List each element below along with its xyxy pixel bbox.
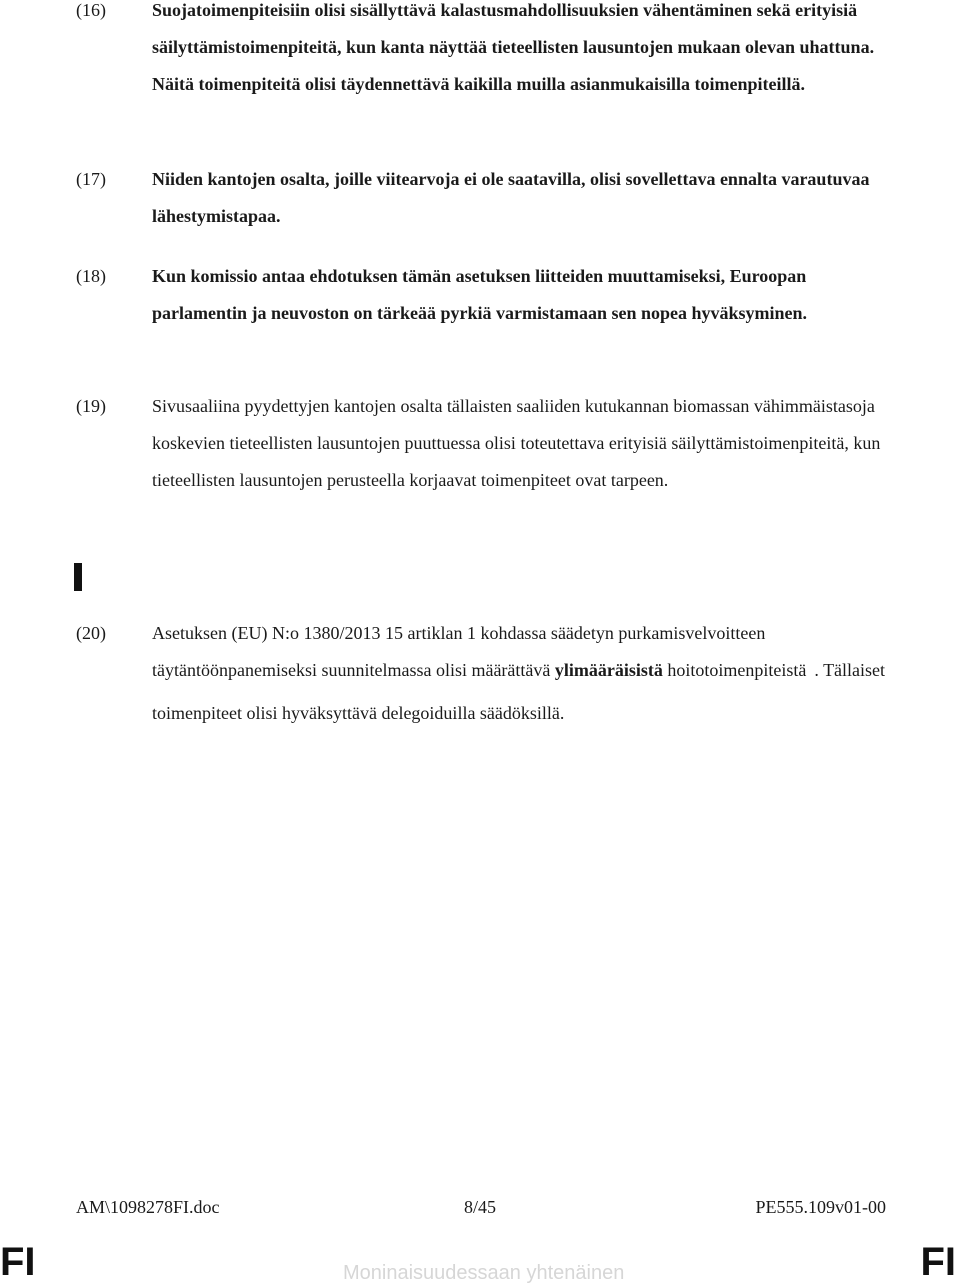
recital-text-part: . Tällaiset toimenpiteet olisi hyväksyttävä delegoiduilla säädöksillä.	[152, 660, 886, 723]
recital-text: Suojatoimenpiteisiin olisi sisällyttävä kalastusmahdollisuuksien vähentäminen sekä erityisiä säilyttämistoimenpiteitä, kun kanta näyttää tieteellisten lausuntojen mukaan olevan uhattuna. Näitä toimenpiteitä olisi täydennettävä kaikilla muilla asianmukaisilla toimenpiteillä.	[152, 0, 875, 94]
recital-18	[76, 258, 896, 332]
recital-number: (20)	[76, 623, 106, 643]
recital-19	[76, 388, 896, 499]
recital-text	[152, 615, 896, 732]
document-reference: AM\1098278FI.doc	[76, 1197, 220, 1217]
recital-16	[76, 0, 896, 103]
recital-number: (17)	[76, 169, 106, 189]
page-number: 8/45	[464, 1197, 497, 1217]
motto-watermark: Moninaisuudessaan yhtenäinen	[343, 1262, 625, 1284]
recital-number: (18)	[76, 266, 106, 286]
language-code-right: FI	[920, 1240, 956, 1284]
recital-text: Niiden kantojen osalta, joille viitearvoja ei ole saatavilla, olisi sovellettava ennalta varautuvaa lähestymistapaa.	[152, 169, 870, 226]
recital-17	[76, 161, 896, 235]
pe-reference: PE555.109v01-00	[755, 1197, 886, 1217]
recital-20	[76, 615, 896, 732]
recital-number: (19)	[76, 396, 106, 416]
recital-text-part: hoitotoimenpiteistä	[662, 660, 807, 680]
amended-text: ylimääräisistä	[554, 660, 663, 680]
recital-text: Sivusaaliina pyydettyjen kantojen osalta tällaisten saaliiden kutukannan biomassan vähimmäistasoja koskevien tieteellisten lausuntojen puuttuessa olisi toteutettava erityisiä säilyttämistoimenpiteitä, kun tieteellisten lausuntojen perusteella korjaavat toimenpiteet ovat tarpeen.	[152, 396, 881, 490]
deletion-marker	[74, 563, 82, 591]
recital-text-part: Asetuksen (EU) N:o 1380/2013 15 artiklan 1 kohdassa säädetyn purkamisvelvoitteen täytäntöönpanemiseksi suunnitelmassa olisi määrättävä	[152, 623, 766, 680]
recital-text: Kun komissio antaa ehdotuksen tämän asetuksen liitteiden muuttamiseksi, Euroopan parlamentin ja neuvoston on tärkeää pyrkiä varmistamaan sen nopea hyväksyminen.	[152, 266, 808, 323]
recital-number: (16)	[76, 0, 106, 20]
language-code-left: FI	[0, 1240, 36, 1284]
